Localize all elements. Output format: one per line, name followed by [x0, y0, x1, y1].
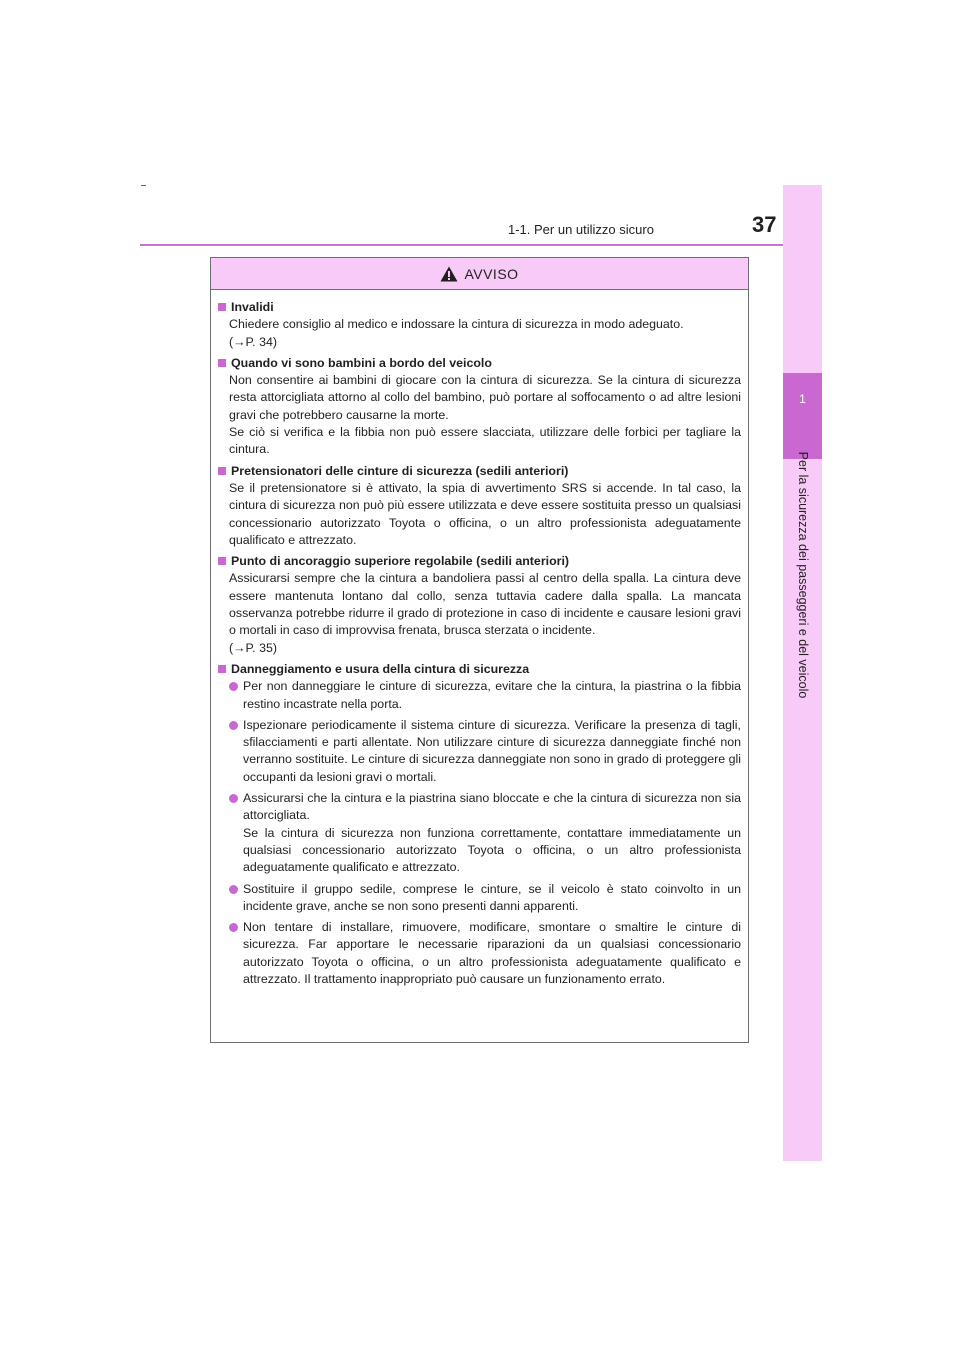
chapter-number: 1: [799, 392, 806, 406]
warning-item-text: Chiedere consiglio al medico e indossare la cintura di sicurezza in modo adeguato.: [229, 317, 684, 332]
warning-header: [211, 258, 748, 290]
bullet-item: [217, 790, 741, 876]
corner-mark: [141, 185, 146, 186]
square-bullet-icon: [218, 665, 226, 673]
circle-bullet-icon: [229, 682, 238, 691]
warning-triangle-icon: [440, 266, 458, 282]
warning-item-heading-text: Quando vi sono bambini a bordo del veicolo: [231, 355, 492, 370]
warning-item-heading: [217, 355, 741, 372]
warning-item-heading: [217, 553, 741, 570]
bullet-text: Assicurarsi che la cintura e la piastrina siano bloccate e che la cintura di sicurezza non sia attorcigliata. Se la cintura di sicurezza non funziona correttamente, contattare immediatamente un qualsiasi concessionario autorizzato Toyota o officina, o un altro professionista adeguatamente qualificato e attrezzato.: [243, 791, 741, 875]
warning-item-heading-text: Invalidi: [231, 300, 274, 314]
bullet-item: [217, 717, 741, 786]
square-bullet-icon: [218, 303, 226, 311]
warning-item: [217, 661, 741, 988]
warning-item-text: (→P. 35): [229, 640, 277, 655]
bullet-text: Per non danneggiare le cinture di sicurezza, evitare che la cintura, la piastrina o la fibbia restino incastrate nella porta.: [243, 679, 741, 711]
warning-item: [217, 355, 741, 459]
warning-item-text: Non consentire ai bambini di giocare con la cintura di sicurezza. Se la cintura di sicurezza resta attorcigliata attorno al collo del bambino, può portare al soffocamento o ad altre lesioni gravi che potrebbero causarne la morte.: [229, 373, 741, 422]
bullet-item: [217, 881, 741, 916]
warning-item-heading: [217, 463, 741, 480]
bullet-text: Non tentare di installare, rimuovere, modificare, smontare o smaltire le cinture di sicurezza. Far apportare le necessarie riparazioni da un qualsiasi concessionario autorizzato Toyota o officina, o un altro professionista adeguatamente qualificato e attrezzato. Il trattamento inappropriato può causare un funzionamento errato.: [243, 920, 741, 986]
warning-box: [210, 257, 749, 1043]
bullet-item: [217, 678, 741, 713]
warning-item: [217, 299, 741, 351]
chapter-title: Per la sicurezza dei passeggeri e del veicolo: [796, 451, 810, 699]
chapter-tab-active[interactable]: [783, 373, 822, 459]
bullet-text: Sostituire il gruppo sedile, comprese le cinture, se il veicolo è stato coinvolto in un incidente grave, anche se non sono presenti danni apparenti.: [243, 881, 741, 913]
warning-item-text: Se ciò si verifica e la fibbia non può essere slacciata, utilizzare delle forbici per tagliare la cintura.: [229, 425, 741, 457]
bullet-item: [217, 919, 741, 988]
warning-item: [217, 553, 741, 657]
warning-item-heading-text: Punto di ancoraggio superiore regolabile (sedili anteriori): [231, 554, 570, 569]
header-rule: [140, 244, 783, 246]
square-bullet-icon: [218, 359, 226, 367]
section-label: 1-1. Per un utilizzo sicuro: [508, 222, 654, 237]
warning-body: [211, 290, 748, 988]
warning-item-heading-text: Pretensionatori delle cinture di sicurezza (sedili anteriori): [231, 463, 569, 478]
warning-item-heading: [217, 299, 741, 316]
circle-bullet-icon: [229, 885, 238, 894]
bullet-text: Ispezionare periodicamente il sistema cinture di sicurezza. Verificare la presenza di tagli, sfilacciamenti e parti allentate. Non utilizzare cinture di sicurezza danneggiate finché non verranno sostituite. Le cinture di sicurezza danneggiate non sono in grado di proteggere gli occupanti da lesioni gravi o mortali.: [243, 717, 742, 784]
square-bullet-icon: [218, 557, 226, 565]
warning-item-text: (→P. 34): [229, 334, 277, 349]
warning-item: [217, 463, 741, 549]
warning-title: AVVISO: [464, 265, 519, 282]
circle-bullet-icon: [229, 923, 238, 932]
warning-item-text: Assicurarsi sempre che la cintura a bandoliera passi al centro della spalla. La cintura deve essere mantenuta lontano dal collo, senza tuttavia cadere dalla spalla. La mancata osservanza potrebbe ridurre il grado di protezione in caso di incidente e causare lesioni gravi o mortali in caso di improvvisa frenata, brusca sterzata o incidente.: [229, 571, 741, 638]
circle-bullet-icon: [229, 721, 238, 730]
warning-item-heading-text: Danneggiamento e usura della cintura di sicurezza: [231, 661, 530, 676]
warning-item-heading: [217, 661, 741, 678]
square-bullet-icon: [218, 467, 226, 475]
warning-item-text: Se il pretensionatore si è attivato, la spia di avvertimento SRS si accende. In tal caso, la cintura di sicurezza non può più essere utilizzata e deve essere sostituita presso un qualsiasi concessionario autorizzato Toyota o officina, o un altro professionista adeguatamente qualificato e attrezzato.: [229, 480, 741, 547]
circle-bullet-icon: [229, 794, 238, 803]
page-number: 37: [752, 212, 777, 237]
